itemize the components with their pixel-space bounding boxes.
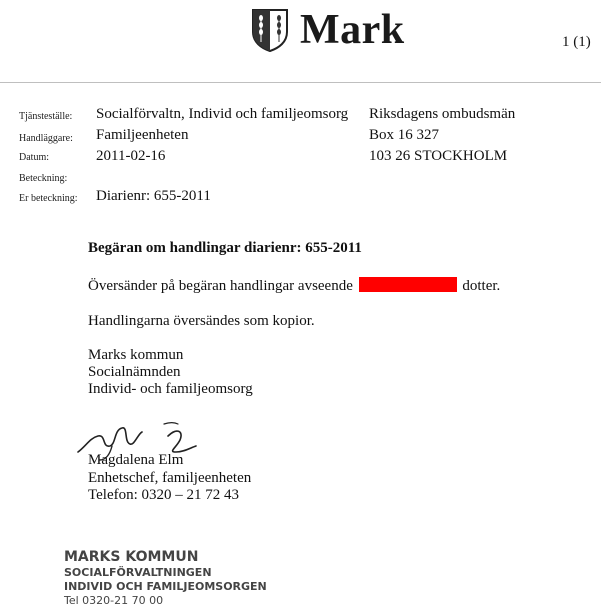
paragraph-request (88, 277, 500, 295)
label-datum: Datum: (19, 152, 49, 163)
signer-name: Magdalena Elm (88, 452, 184, 468)
signer-phone: Telefon: 0320 – 21 72 43 (88, 487, 240, 503)
signer-title: Enhetschef, familjeenheten (88, 470, 252, 486)
recipient-line-2: Box 16 327 (369, 127, 440, 143)
value-tjanststalle: Socialförvaltn, Individ och familjeomsorg (96, 106, 349, 122)
stamp-line-2: SOCIALFÖRVALTNINGEN (64, 566, 212, 579)
value-datum: 2011-02-16 (96, 148, 166, 164)
paragraph-request-text: Översänder på begäran handlingar avseende (88, 278, 353, 294)
redaction-box (359, 277, 457, 292)
stamp-line-1: MARKS KOMMUN (64, 549, 199, 565)
org-line-2: Socialnämnden (88, 364, 181, 380)
paragraph-request-end: dotter. (462, 278, 501, 294)
value-handlaggare: Familjeenheten (96, 127, 189, 143)
recipient-line-1: Riksdagens ombudsmän (369, 106, 516, 122)
label-er-beteckning: Er beteckning: (19, 193, 78, 204)
label-beteckning: Beteckning: (19, 173, 68, 184)
page-number: 1 (1) (562, 34, 591, 50)
subject-heading: Begäran om handlingar diarienr: 655-2011 (88, 240, 362, 256)
recipient-line-3: 103 26 STOCKHOLM (369, 148, 508, 164)
label-tjanststalle: Tjänsteställe: (19, 111, 73, 122)
value-er-beteckning: Diarienr: 655-2011 (96, 188, 211, 204)
header-divider (0, 82, 601, 83)
stamp-line-4: Tel 0320-21 70 00 (64, 594, 164, 607)
coat-of-arms-logo (251, 8, 289, 52)
paragraph-copies: Handlingarna översändes som kopior. (88, 313, 315, 329)
org-line-1: Marks kommun (88, 347, 184, 363)
label-handlaggare: Handläggare: (19, 133, 73, 144)
org-line-3: Individ- och familjeomsorg (88, 381, 253, 397)
brand-name: Mark (300, 7, 405, 53)
stamp-line-3: INDIVID OCH FAMILJEOMSORGEN (64, 580, 267, 593)
